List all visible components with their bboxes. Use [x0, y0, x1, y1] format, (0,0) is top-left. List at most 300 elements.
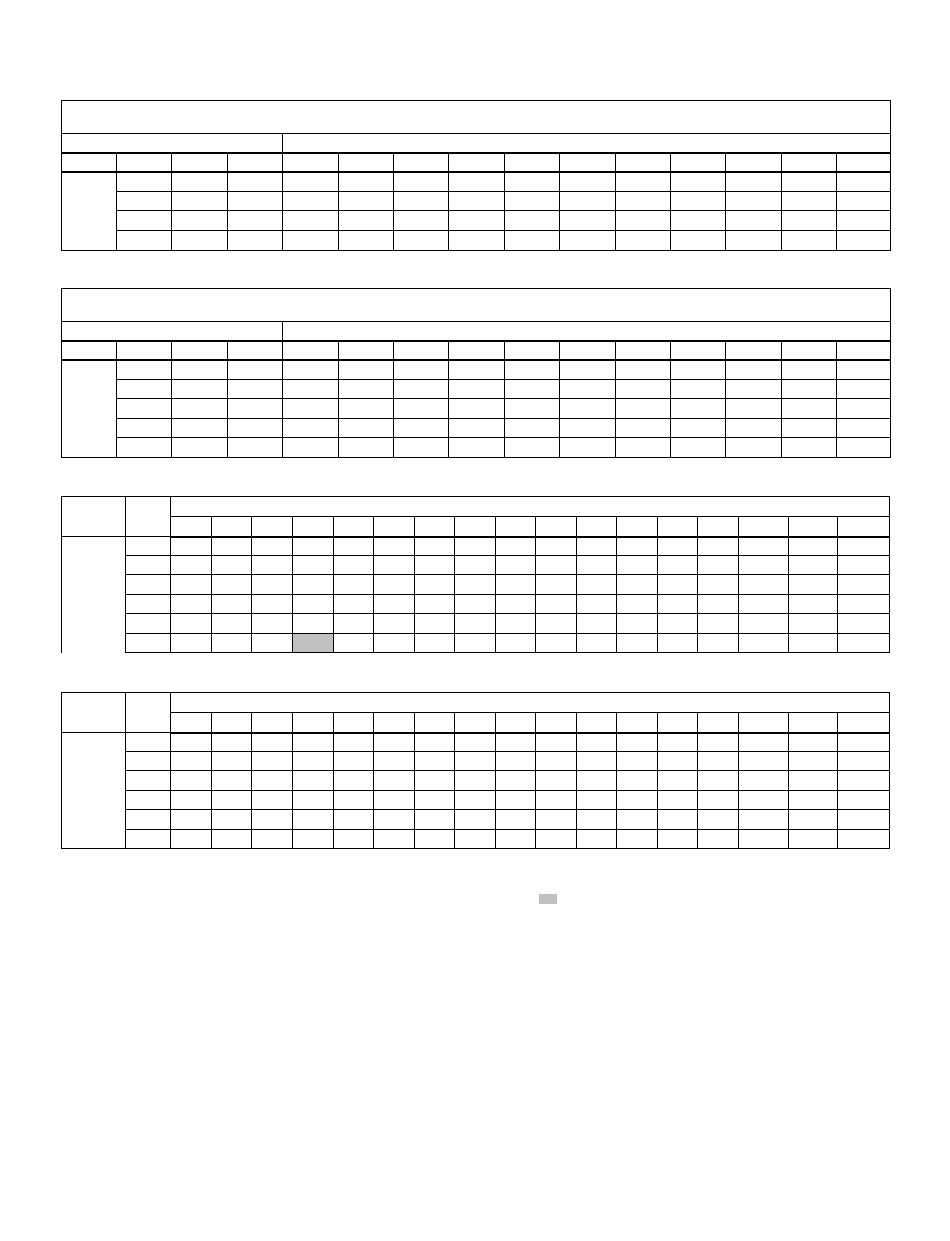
table-cell	[658, 556, 698, 575]
table-cell	[658, 634, 698, 653]
table-cell	[782, 399, 837, 419]
table-cell	[252, 733, 293, 752]
table-row	[62, 771, 890, 791]
table-cell	[617, 791, 658, 810]
table-cell	[698, 595, 739, 614]
table-cell	[117, 172, 172, 192]
table-cell	[228, 192, 283, 211]
table-3-row-group-label	[62, 537, 126, 653]
table-cell	[334, 575, 374, 595]
table-cell	[698, 791, 739, 810]
table-cell	[283, 192, 339, 211]
table-cell	[698, 556, 739, 575]
table-cell	[698, 771, 739, 791]
table-cell	[739, 713, 788, 733]
table-cell	[726, 172, 782, 192]
table-cell	[739, 556, 788, 575]
table-cell	[671, 438, 726, 458]
table-cell	[837, 192, 891, 211]
table-cell	[496, 537, 536, 556]
table-cell	[415, 830, 455, 849]
table-cell	[577, 733, 617, 752]
table-cell	[726, 153, 782, 172]
table-cell	[62, 153, 117, 172]
table-cell	[126, 556, 171, 575]
table-cell	[252, 517, 293, 537]
table-cell	[658, 752, 698, 771]
table-cell	[560, 380, 616, 399]
table-cell	[496, 810, 536, 830]
table-1-column-header-row	[62, 153, 891, 172]
table-cell	[455, 595, 496, 614]
table-row	[62, 360, 891, 380]
table-cell	[536, 556, 577, 575]
table-cell	[252, 595, 293, 614]
table-cell	[172, 341, 228, 360]
table-cell	[505, 172, 560, 192]
table-2	[61, 288, 891, 458]
table-cell	[374, 556, 415, 575]
table-cell	[496, 614, 536, 634]
table-cell	[616, 231, 671, 251]
table-cell	[505, 399, 560, 419]
table-cell	[782, 153, 837, 172]
table-cell	[739, 810, 788, 830]
table-cell	[698, 713, 739, 733]
table-cell	[283, 153, 339, 172]
table-cell	[394, 153, 449, 172]
table-cell	[455, 733, 496, 752]
table-cell	[171, 595, 212, 614]
table-cell	[394, 399, 449, 419]
table-cell	[374, 575, 415, 595]
table-cell	[455, 810, 496, 830]
table-cell	[496, 752, 536, 771]
table-cell	[560, 399, 616, 419]
table-cell	[837, 438, 891, 458]
table-cell	[616, 192, 671, 211]
table-1	[61, 100, 891, 251]
table-cell	[496, 517, 536, 537]
table-cell	[455, 614, 496, 634]
table-cell	[698, 634, 739, 653]
table-row	[62, 537, 890, 556]
table-cell	[726, 380, 782, 399]
table-cell	[788, 713, 837, 733]
table-cell	[212, 791, 252, 810]
table-cell	[212, 810, 252, 830]
table-row	[62, 575, 890, 595]
table-cell	[671, 211, 726, 231]
table-cell	[838, 830, 890, 849]
table-cell	[536, 791, 577, 810]
table-cell	[739, 537, 788, 556]
table-cell	[293, 791, 334, 810]
table-cell	[283, 231, 339, 251]
table-cell	[339, 341, 394, 360]
table-cell	[228, 231, 283, 251]
table-cell	[293, 733, 334, 752]
table-cell	[212, 537, 252, 556]
table-cell	[617, 556, 658, 575]
table-cell	[671, 360, 726, 380]
table-cell	[658, 575, 698, 595]
table-row	[62, 192, 891, 211]
table-cell	[658, 614, 698, 634]
table-cell	[334, 634, 374, 653]
table-cell	[449, 153, 505, 172]
table-cell	[171, 733, 212, 752]
table-cell	[339, 438, 394, 458]
table-4	[61, 692, 890, 849]
table-cell	[212, 614, 252, 634]
table-cell	[616, 153, 671, 172]
table-row	[62, 399, 891, 419]
table-cell	[782, 192, 837, 211]
table-cell	[455, 517, 496, 537]
table-cell	[117, 419, 172, 438]
table-cell	[449, 172, 505, 192]
table-cell	[252, 830, 293, 849]
table-cell	[171, 556, 212, 575]
table-cell	[739, 517, 788, 537]
table-cell	[374, 810, 415, 830]
table-cell	[617, 634, 658, 653]
table-cell	[496, 575, 536, 595]
table-cell	[293, 537, 334, 556]
table-cell	[671, 153, 726, 172]
table-cell	[252, 634, 293, 653]
table-cell	[172, 231, 228, 251]
table-4-row-group-label	[62, 733, 126, 849]
table-cell	[739, 575, 788, 595]
table-cell	[698, 733, 739, 752]
table-1-header-right	[283, 134, 891, 153]
table-cell	[726, 360, 782, 380]
table-cell	[838, 810, 890, 830]
table-cell	[726, 419, 782, 438]
table-cell	[838, 733, 890, 752]
table-cell	[658, 595, 698, 614]
table-cell	[374, 752, 415, 771]
table-cell	[505, 231, 560, 251]
table-cell	[374, 517, 415, 537]
table-cell	[126, 614, 171, 634]
table-cell	[726, 211, 782, 231]
table-cell	[449, 380, 505, 399]
table-cell	[415, 713, 455, 733]
table-cell	[212, 634, 252, 653]
table-3-sub-header	[126, 497, 171, 537]
table-cell	[172, 172, 228, 192]
table-cell	[788, 575, 837, 595]
table-3-row-header	[62, 497, 126, 537]
table-cell	[837, 419, 891, 438]
table-cell	[837, 231, 891, 251]
table-1-row-group-label	[62, 172, 117, 251]
table-cell	[126, 830, 171, 849]
table-cell	[505, 419, 560, 438]
table-cell	[577, 595, 617, 614]
table-cell	[505, 360, 560, 380]
table-cell	[788, 733, 837, 752]
table-row	[62, 614, 890, 634]
table-cell	[126, 752, 171, 771]
table-cell	[283, 438, 339, 458]
table-cell	[577, 634, 617, 653]
table-cell	[252, 810, 293, 830]
table-cell	[560, 211, 616, 231]
table-cell	[455, 634, 496, 653]
table-cell	[339, 192, 394, 211]
table-cell	[739, 791, 788, 810]
table-cell	[171, 575, 212, 595]
table-cell	[212, 771, 252, 791]
table-cell	[505, 380, 560, 399]
table-cell	[228, 399, 283, 419]
table-row	[62, 595, 890, 614]
table-cell	[536, 713, 577, 733]
table-cell	[228, 419, 283, 438]
table-cell	[838, 752, 890, 771]
table-cell	[698, 517, 739, 537]
table-cell	[617, 614, 658, 634]
table-cell	[496, 830, 536, 849]
table-cell	[126, 791, 171, 810]
table-cell	[374, 791, 415, 810]
table-cell	[455, 556, 496, 575]
table-cell	[788, 791, 837, 810]
table-cell	[782, 380, 837, 399]
table-cell	[334, 713, 374, 733]
table-cell	[455, 771, 496, 791]
table-cell	[394, 231, 449, 251]
table-cell	[788, 556, 837, 575]
table-row	[62, 419, 891, 438]
table-cell	[658, 771, 698, 791]
table-cell	[449, 419, 505, 438]
table-2-header-right	[283, 322, 891, 341]
table-cell	[698, 614, 739, 634]
table-cell	[560, 360, 616, 380]
table-cell	[126, 810, 171, 830]
table-cell	[782, 360, 837, 380]
table-row	[62, 211, 891, 231]
table-cell	[455, 752, 496, 771]
table-cell	[455, 791, 496, 810]
table-cell	[739, 614, 788, 634]
table-cell	[617, 771, 658, 791]
table-cell	[617, 810, 658, 830]
table-cell	[449, 438, 505, 458]
table-row	[62, 733, 890, 752]
table-cell	[117, 360, 172, 380]
table-cell	[577, 614, 617, 634]
table-cell	[283, 172, 339, 192]
table-cell	[505, 192, 560, 211]
table-cell	[283, 211, 339, 231]
table-cell	[172, 360, 228, 380]
table-cell	[252, 537, 293, 556]
table-row	[62, 810, 890, 830]
table-cell	[496, 634, 536, 653]
table-cell	[415, 733, 455, 752]
table-cell	[283, 419, 339, 438]
table-cell	[374, 771, 415, 791]
table-cell	[339, 360, 394, 380]
table-row	[62, 634, 890, 653]
table-cell	[172, 399, 228, 419]
table-cell	[334, 537, 374, 556]
table-cell	[334, 614, 374, 634]
table-cell	[577, 556, 617, 575]
legend-swatch	[539, 894, 557, 904]
table-cell	[505, 341, 560, 360]
table-4-column-header-row	[62, 713, 890, 733]
table-cell	[788, 634, 837, 653]
table-cell	[739, 634, 788, 653]
table-cell	[117, 231, 172, 251]
table-cell	[838, 595, 890, 614]
table-cell	[339, 419, 394, 438]
table-cell	[339, 172, 394, 192]
table-cell	[293, 556, 334, 575]
table-cell	[283, 341, 339, 360]
table-cell	[726, 341, 782, 360]
table-cell	[671, 231, 726, 251]
table-cell	[536, 614, 577, 634]
table-cell	[172, 419, 228, 438]
table-cell	[394, 380, 449, 399]
table-3	[61, 496, 890, 653]
highlighted-cell	[293, 634, 334, 653]
table-cell	[698, 537, 739, 556]
table-2-caption	[62, 289, 891, 322]
table-cell	[739, 595, 788, 614]
table-cell	[782, 231, 837, 251]
table-cell	[339, 231, 394, 251]
table-cell	[838, 634, 890, 653]
table-cell	[616, 399, 671, 419]
table-cell	[536, 810, 577, 830]
table-cell	[455, 537, 496, 556]
table-cell	[782, 438, 837, 458]
table-cell	[788, 595, 837, 614]
table-cell	[126, 575, 171, 595]
table-1-header-left	[62, 134, 283, 153]
table-cell	[577, 752, 617, 771]
table-cell	[698, 575, 739, 595]
table-cell	[334, 733, 374, 752]
table-cell	[496, 791, 536, 810]
table-cell	[788, 614, 837, 634]
table-cell	[228, 341, 283, 360]
table-cell	[252, 791, 293, 810]
table-cell	[671, 419, 726, 438]
table-cell	[252, 771, 293, 791]
table-cell	[560, 172, 616, 192]
table-cell	[171, 810, 212, 830]
table-3-column-group-header	[171, 497, 890, 517]
table-cell	[560, 231, 616, 251]
table-cell	[252, 575, 293, 595]
table-cell	[505, 211, 560, 231]
table-cell	[117, 211, 172, 231]
table-cell	[334, 830, 374, 849]
table-cell	[228, 153, 283, 172]
table-cell	[577, 810, 617, 830]
table-cell	[782, 172, 837, 192]
table-cell	[449, 192, 505, 211]
table-cell	[577, 713, 617, 733]
table-cell	[394, 211, 449, 231]
table-cell	[449, 341, 505, 360]
table-cell	[374, 537, 415, 556]
table-cell	[455, 830, 496, 849]
table-cell	[228, 211, 283, 231]
table-cell	[496, 771, 536, 791]
table-cell	[339, 153, 394, 172]
table-cell	[782, 419, 837, 438]
table-cell	[782, 211, 837, 231]
table-cell	[739, 752, 788, 771]
table-cell	[837, 360, 891, 380]
table-cell	[616, 438, 671, 458]
table-cell	[788, 810, 837, 830]
table-cell	[505, 438, 560, 458]
table-cell	[505, 153, 560, 172]
table-cell	[698, 830, 739, 849]
table-cell	[577, 791, 617, 810]
table-cell	[617, 595, 658, 614]
table-cell	[117, 341, 172, 360]
table-cell	[658, 537, 698, 556]
table-cell	[788, 752, 837, 771]
table-cell	[616, 380, 671, 399]
table-cell	[283, 399, 339, 419]
table-cell	[252, 752, 293, 771]
table-row	[62, 556, 890, 575]
table-cell	[739, 733, 788, 752]
table-cell	[726, 231, 782, 251]
table-cell	[228, 360, 283, 380]
table-cell	[126, 733, 171, 752]
table-cell	[577, 771, 617, 791]
table-row	[62, 231, 891, 251]
table-cell	[496, 556, 536, 575]
table-cell	[577, 830, 617, 849]
table-cell	[726, 399, 782, 419]
table-cell	[616, 211, 671, 231]
table-cell	[726, 438, 782, 458]
table-cell	[374, 634, 415, 653]
table-cell	[212, 830, 252, 849]
table-cell	[560, 419, 616, 438]
table-cell	[415, 634, 455, 653]
table-cell	[536, 634, 577, 653]
table-cell	[171, 771, 212, 791]
table-cell	[616, 419, 671, 438]
table-cell	[837, 172, 891, 192]
table-cell	[62, 341, 117, 360]
table-cell	[577, 537, 617, 556]
table-cell	[126, 595, 171, 614]
table-cell	[617, 537, 658, 556]
table-cell	[496, 733, 536, 752]
table-cell	[228, 380, 283, 399]
table-cell	[449, 399, 505, 419]
table-cell	[698, 752, 739, 771]
